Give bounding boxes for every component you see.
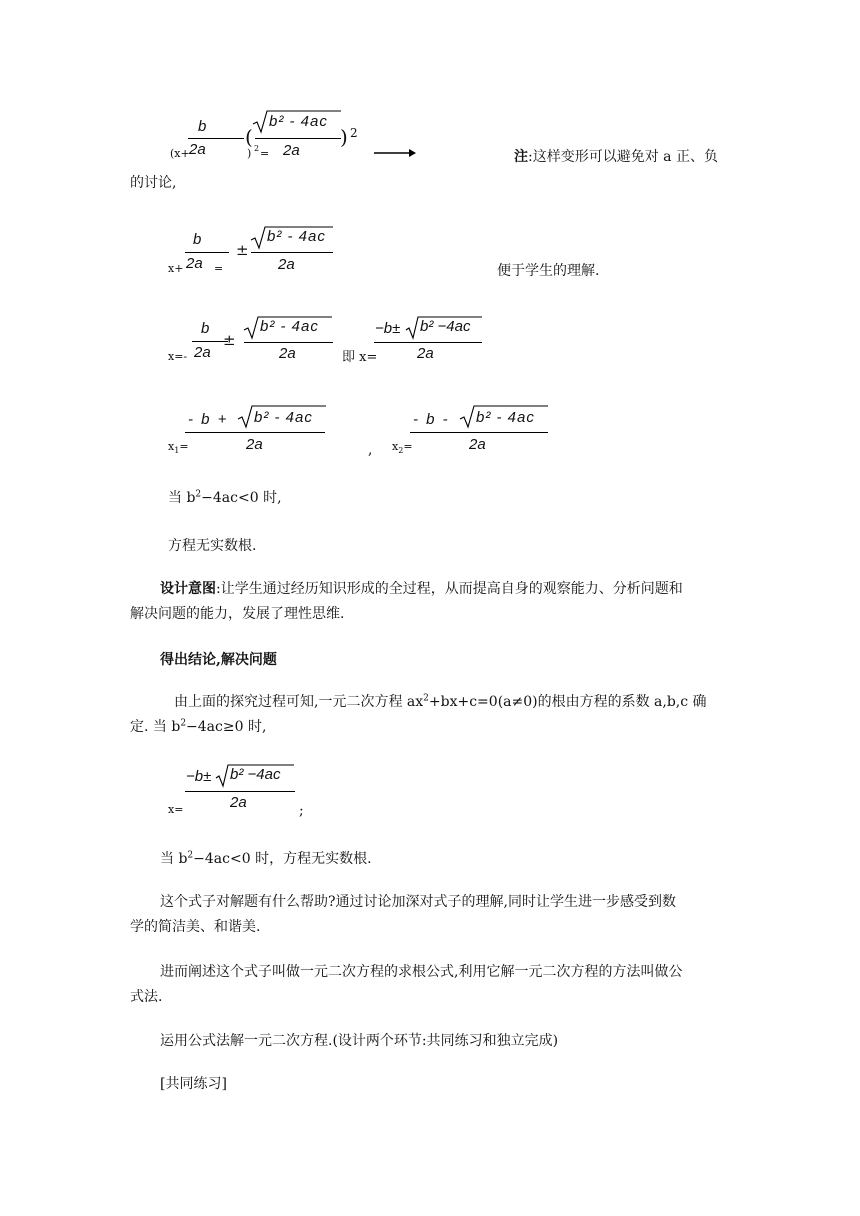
design-intent-line1: 设计意图:让学生通过经历知识形成的全过程，从而提高自身的观察能力、分析问题和	[160, 581, 683, 597]
x2-numerator-prefix: - b -	[413, 411, 450, 428]
open-paren: (	[245, 125, 253, 149]
paragraph-no-real-roots: 方程无实数根.	[168, 538, 257, 554]
numerator-prefix: −b±	[375, 320, 401, 337]
x1-radicand: b² - 4ac	[254, 409, 313, 426]
radicand-2: b² −4ac	[420, 318, 471, 335]
fraction-bar	[188, 138, 244, 139]
design-intent-line2: 解决问题的能力，发展了理性思维.	[130, 606, 345, 622]
x2-denominator: 2a	[469, 436, 486, 453]
radicand: b² - 4ac	[260, 318, 319, 335]
note-text: :这样变形可以避免对 a 正、负	[528, 149, 718, 165]
numerator-prefix: −b±	[186, 768, 212, 785]
paragraph-apply-formula: 运用公式法解一元二次方程.(设计两个环节:共同练习和独立完成)	[160, 1033, 559, 1049]
radicand: b² - 4ac	[269, 113, 328, 130]
lhs-prefix: (x+	[170, 147, 190, 160]
prefix: x=-	[168, 350, 188, 363]
x2-radicand: b² - 4ac	[476, 409, 535, 426]
fraction-bar-rhs	[255, 138, 341, 139]
note-label: 注	[514, 149, 528, 165]
right-arrow-icon	[374, 148, 416, 158]
fraction-bar-rhs	[251, 252, 333, 253]
rhs-square: 2	[350, 126, 358, 140]
prefix: x=	[168, 803, 184, 816]
paragraph-no-real-roots-2: 当 $b^2-4ac<0$ 时，方程无实数根.	[160, 850, 372, 867]
design-intent-label: 设计意图	[160, 581, 216, 597]
frac-denominator: 2a	[194, 344, 211, 361]
semicolon: ;	[299, 803, 304, 819]
fraction-bar-rhs	[244, 342, 333, 343]
equals-sign: =	[260, 147, 270, 160]
x1-fraction-bar	[185, 432, 325, 433]
rhs-denominator: 2a	[283, 142, 300, 159]
ji-x-equals: 即 x=	[342, 350, 378, 365]
lhs-square: 2	[254, 144, 260, 153]
equals-sign: =	[214, 262, 224, 275]
paragraph-derivation-line2: 定. 当 $b^2-4ac\ge 0$ 时,	[130, 718, 267, 735]
fraction-bar-2	[374, 342, 482, 343]
prefix: x+	[168, 262, 184, 275]
lhs-suffix: )	[247, 147, 252, 160]
plus-minus: ±	[223, 331, 236, 349]
paragraph-discriminant-negative: 当 $b^2-4ac<0$ 时,	[168, 489, 282, 506]
comma: ,	[368, 442, 373, 458]
x2-label: $x_2=$	[392, 440, 413, 456]
section-heading: 得出结论,解决问题	[160, 652, 277, 668]
side-note: 便于学生的理解.	[497, 263, 600, 279]
fraction-bar	[185, 791, 295, 792]
paragraph-derivation-line1: 由上面的探究过程可知,一元二次方程 $ax^2+bx+c=0(a\ne 0)$的根由方程的系数 a,b,c 确	[174, 693, 707, 710]
radicand: b² −4ac	[230, 766, 281, 783]
rhs-denominator: 2a	[278, 256, 295, 273]
fraction-bar	[185, 252, 229, 253]
paragraph-discussion-line1: 这个式子对解题有什么帮助?通过讨论加深对式子的理解,同时让学生进一步感受到数	[160, 894, 676, 910]
x1-label: $x_1=$	[168, 440, 189, 456]
frac-numerator: b	[198, 118, 207, 135]
note-continuation: 的讨论,	[130, 175, 177, 191]
denominator-2: 2a	[417, 345, 434, 362]
paragraph-formula-method-line2: 式法.	[130, 989, 163, 1005]
close-paren: )	[340, 125, 348, 149]
x1-denominator: 2a	[246, 436, 263, 453]
x2-fraction-bar	[410, 432, 548, 433]
denominator: 2a	[230, 794, 247, 811]
rhs-denominator: 2a	[279, 345, 296, 362]
frac-numerator: b	[193, 231, 202, 248]
x1-numerator-prefix: - b +	[188, 411, 229, 428]
frac-numerator: b	[201, 320, 210, 337]
paragraph-formula-method-line1: 进而阐述这个式子叫做一元二次方程的求根公式,利用它解一元二次方程的方法叫做公	[160, 964, 683, 980]
frac-denominator: 2a	[189, 141, 206, 158]
section-joint-practice: [共同练习]	[160, 1076, 227, 1092]
paragraph-discussion-line2: 学的简洁美、和谐美.	[130, 919, 261, 935]
frac-denominator: 2a	[186, 255, 203, 272]
plus-minus: ±	[236, 241, 249, 259]
radicand: b² - 4ac	[267, 228, 326, 245]
